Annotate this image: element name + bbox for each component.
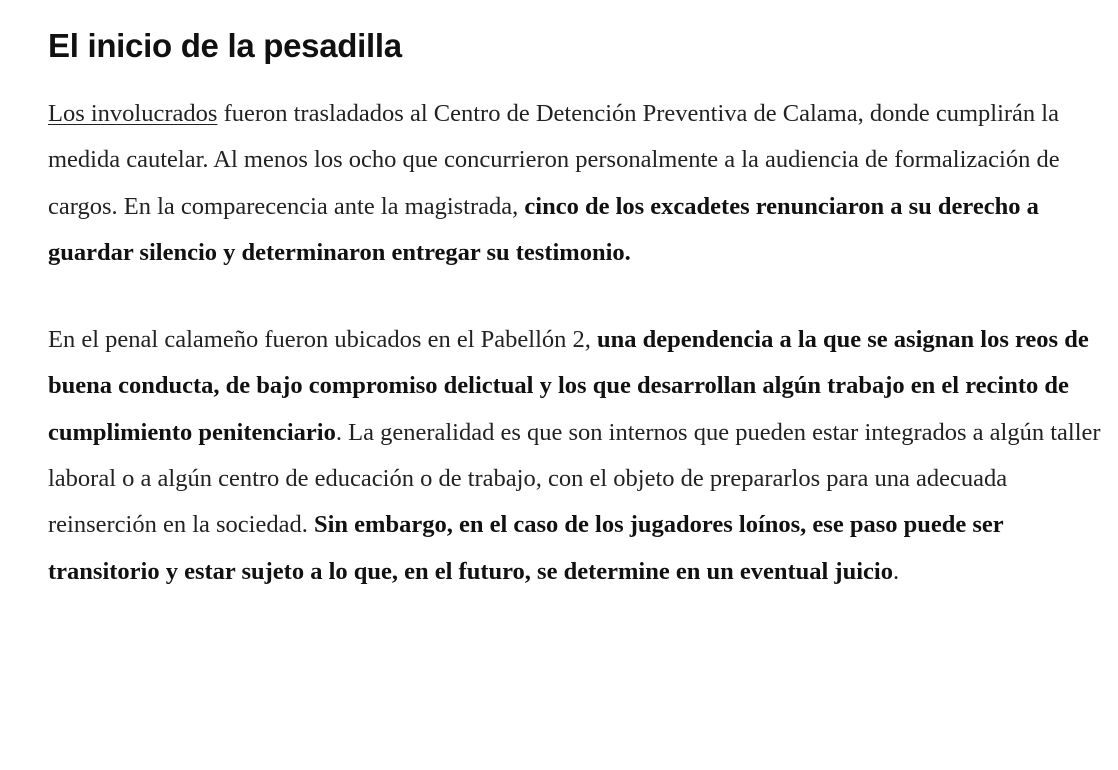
paragraph-2-text-2: . La generalidad es que son internos que pueden estar integrados a algún taller laboral o a algún centro de educación o de trabajo, con el objeto de prepararlos para una adecuada reinserción en la sociedad.	[48, 418, 1101, 539]
paragraph-1-bold: cinco de los excadetes renunciaron a su derecho a guardar silencio y determinaron entregar su testimonio.	[48, 192, 1039, 266]
section-heading: El inicio de la pesadilla	[48, 27, 402, 64]
paragraph-2	[48, 317, 1110, 595]
paragraph-2-text-1: En el penal calameño fueron ubicados en el Pabellón 2,	[48, 326, 598, 354]
involved-link[interactable]: Los involucrados	[48, 100, 218, 127]
paragraph-2-bold-1: una dependencia a la que se asignan los reos de buena conducta, de bajo compromiso delictual y los que desarrollan algún trabajo en el recinto de cumplimiento penitenciario	[48, 326, 1089, 446]
paragraph-1-text: fueron trasladados al Centro de Detención Preventiva de Calama, donde cumplirán la medida cautelar. Al menos los ocho que concurrieron personalmente a la audiencia de formalización de cargos. En la comparecencia ante la magistrada,	[48, 100, 1060, 220]
paragraph-2-text-3: .	[892, 557, 900, 585]
paragraph-2-bold-2: Sin embargo, en el caso de los jugadores loínos, ese paso puede ser transitorio y estar sujeto a lo que, en el futuro, se determine en un eventual juicio	[48, 511, 1004, 585]
paragraph-1	[48, 91, 1110, 276]
article-section	[48, 26, 1110, 636]
